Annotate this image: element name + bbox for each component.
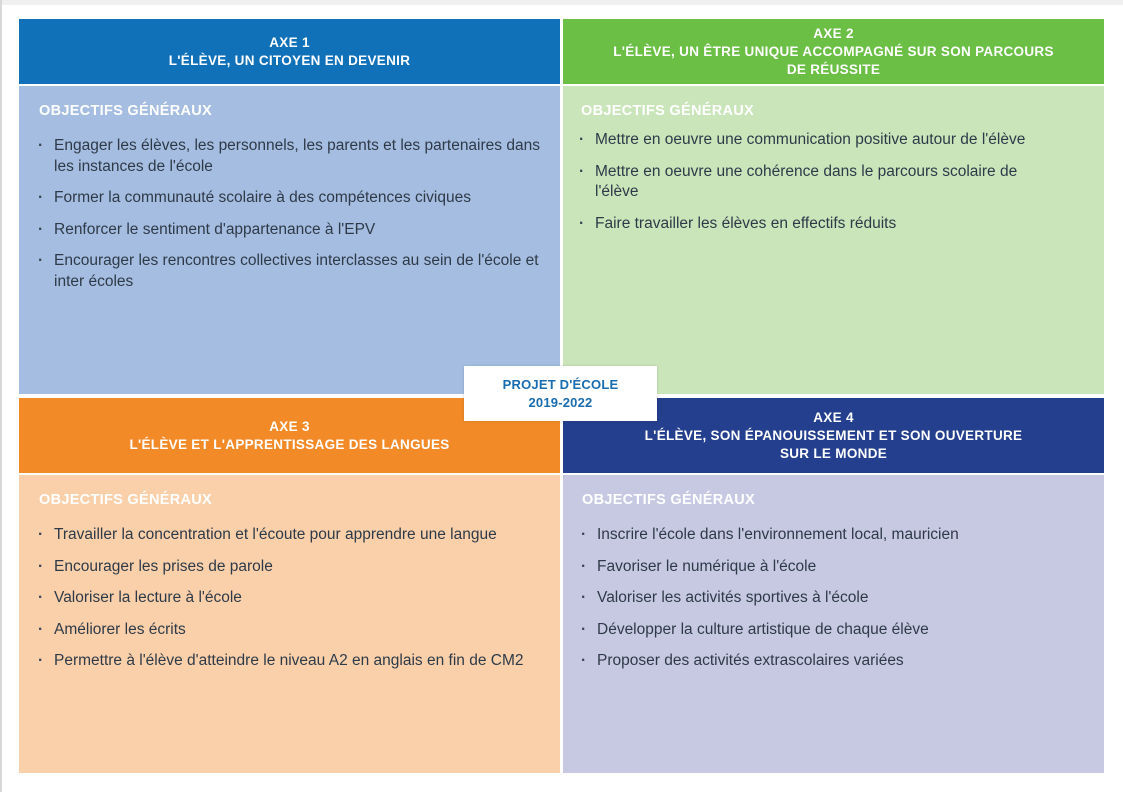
axe-1-number: AXE 1 (269, 34, 310, 50)
axe-1-objective: · Engager les élèves, les personnels, les parents et les partenaires dans les instances de l'école (38, 136, 548, 177)
axe-4-section-title: OBJECTIFS GÉNÉRAUX (582, 492, 755, 508)
axe-3-objective: · Améliorer les écrits (38, 620, 528, 641)
axe-1-objectives-list (38, 136, 548, 292)
projet-ecole-title: PROJET D'ÉCOLE (502, 376, 619, 392)
axe-4-objective: · Valoriser les activités sportives à l'école (581, 588, 1081, 609)
axe-2-section-title: OBJECTIFS GÉNÉRAUX (581, 103, 754, 119)
axe-4-number: AXE 4 (813, 409, 854, 425)
axe-2-objectives-list (579, 130, 1059, 234)
axe-2-objective: · Faire travailler les élèves en effectifs réduits (579, 214, 1059, 235)
projet-ecole-label (464, 366, 657, 421)
axe-3-quadrant (19, 398, 560, 773)
axe-3-objectives-list (38, 525, 528, 672)
axe-1-quadrant (19, 19, 560, 394)
axe-4-title-line-1: L'ÉLÈVE, SON ÉPANOUISSEMENT ET SON OUVERTURE (644, 427, 1023, 443)
axe-3-section-title: OBJECTIFS GÉNÉRAUX (39, 492, 212, 508)
axe-2-quadrant (563, 19, 1104, 394)
axe-4-objective: · Inscrire l'école dans l'environnement local, mauricien (581, 525, 1081, 546)
axe-2-body (563, 86, 1104, 394)
axe-1-objective: · Renforcer le sentiment d'appartenance à l'EPV (38, 220, 548, 241)
axe-3-objective: · Permettre à l'élève d'atteindre le niveau A2 en anglais en fin de CM2 (38, 651, 528, 672)
axe-3-title: L'ÉLÈVE ET L'APPRENTISSAGE DES LANGUES (129, 436, 450, 452)
axe-4-objectives-list (581, 525, 1081, 672)
axe-2-title-line-1: L'ÉLÈVE, UN ÊTRE UNIQUE ACCOMPAGNÉ SUR SON PARCOURS (613, 43, 1054, 59)
axe-3-objective: · Valoriser la lecture à l'école (38, 588, 528, 609)
axe-4-body (563, 475, 1104, 773)
axe-4-title-line-2: SUR LE MONDE (779, 445, 888, 461)
axe-1-objective: · Former la communauté scolaire à des compétences civiques (38, 188, 548, 209)
axe-1-body (19, 86, 560, 394)
axe-1-header (19, 19, 560, 84)
axe-2-objective: · Mettre en oeuvre une communication positive autour de l'élève (579, 130, 1059, 151)
axe-1-section-title: OBJECTIFS GÉNÉRAUX (39, 103, 212, 119)
axe-4-objective: · Développer la culture artistique de chaque élève (581, 620, 1081, 641)
axe-3-objective: · Encourager les prises de parole (38, 557, 528, 578)
axe-1-title: L'ÉLÈVE, UN CITOYEN EN DEVENIR (168, 52, 411, 68)
axe-2-objective: · Mettre en oeuvre une cohérence dans le parcours scolaire de l'élève (579, 162, 1059, 203)
axe-3-objective: · Travailler la concentration et l'écoute pour apprendre une langue (38, 525, 528, 546)
axe-3-body (19, 475, 560, 773)
page-top-edge (0, 0, 1123, 5)
axe-2-number: AXE 2 (813, 25, 854, 41)
axe-4-quadrant (563, 398, 1104, 773)
axe-4-objective: · Favoriser le numérique à l'école (581, 557, 1081, 578)
axe-2-title-line-2: DE RÉUSSITE (786, 61, 881, 77)
axe-2-header (563, 19, 1104, 84)
axe-4-objective: · Proposer des activités extrascolaires variées (581, 651, 1081, 672)
axe-3-number: AXE 3 (269, 418, 310, 434)
page-left-edge (0, 0, 2, 792)
axe-1-objective: · Encourager les rencontres collectives interclasses au sein de l'école et inter écoles (38, 251, 548, 292)
projet-ecole-years: 2019-2022 (528, 394, 593, 410)
